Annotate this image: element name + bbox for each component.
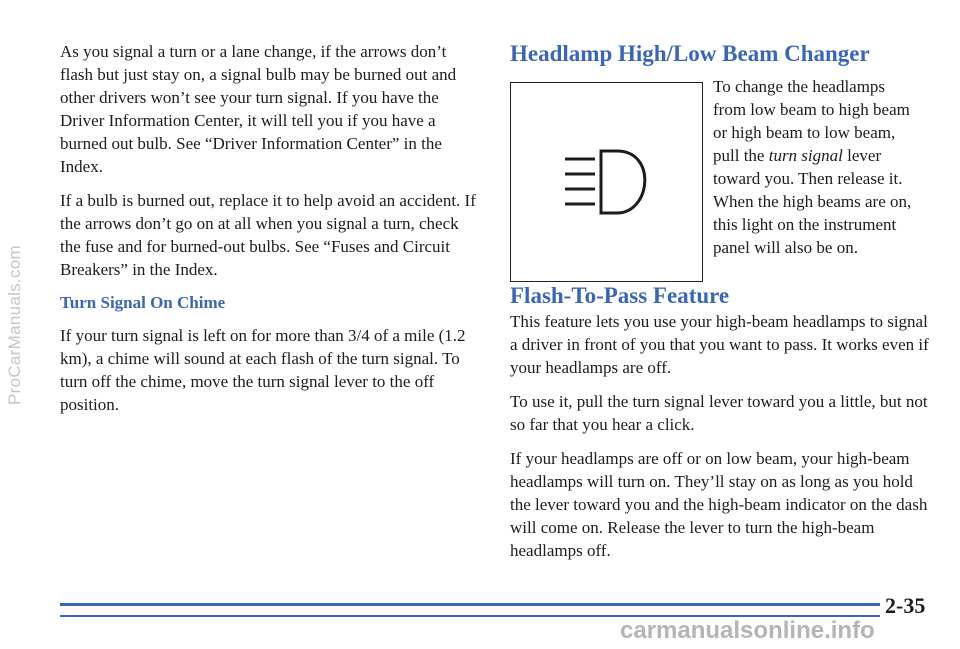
turn-signal-chime-paragraph: If your turn signal is left on for more than 3/4 of a mile (1.2 km), a chime will sound at each flash of the turn signal. To turn off the chime, move the turn signal lever to the off position. xyxy=(60,326,466,414)
headlamp-figure-box xyxy=(510,82,703,282)
high-beam-behavior-paragraph: If your headlamps are off or on low beam, your high-beam headlamps will turn on. They’ll stay on as long as you hold the lever toward you and the high-beam indicator on the dash will come on. Release the lever to turn the high-beam headlamps off. xyxy=(510,449,928,560)
page-number: 2-35 xyxy=(885,593,926,618)
turn-signal-chime-heading: Turn Signal On Chime xyxy=(60,293,226,312)
headlamp-instructions xyxy=(713,75,913,282)
right-column xyxy=(510,40,930,573)
flash-to-pass-heading: Flash-To-Pass Feature xyxy=(510,283,730,308)
headlamp-beam-changer-heading: Headlamp High/Low Beam Changer xyxy=(510,41,870,66)
headlamp-instructions-part2: lever toward you. Then release it. When the high beams are on, this light on the instrument panel will also be on. xyxy=(713,146,912,257)
headlamp-instructions-part1: To change the headlamps from low beam to high beam or high beam to low beam, pull the xyxy=(713,77,910,165)
high-beam-headlamp-icon xyxy=(547,137,667,227)
bottom-watermark: carmanualsonline.info xyxy=(620,617,875,644)
footer-rule-top xyxy=(60,603,880,606)
headlamp-figure-row xyxy=(510,77,930,282)
footer-rule xyxy=(60,603,880,617)
flash-to-pass-paragraph: This feature lets you use your high-beam headlamps to signal a driver in front of you that you want to pass. It works even if your headlamps are off. xyxy=(510,312,929,377)
burned-out-bulb-paragraph: If a bulb is burned out, replace it to help avoid an accident. If the arrows don’t go on at all when you signal a turn, check the fuse and for burned-out bulbs. See “Fuses and Circuit Breakers” in the Index. xyxy=(60,191,476,279)
turn-signal-term: turn signal xyxy=(768,146,843,165)
side-watermark-text: ProCarManuals.com xyxy=(5,244,25,405)
left-column xyxy=(60,40,480,427)
flash-to-pass-usage-paragraph: To use it, pull the turn signal lever toward you a little, but not so far that you hear a click. xyxy=(510,392,928,434)
side-watermark xyxy=(0,0,30,649)
turn-signal-bulb-paragraph: As you signal a turn or a lane change, if the arrows don’t flash but just stay on, a signal bulb may be burned out and other drivers won’t see your turn signal. If you have the Driver Information Center, it will tell you if you have a burned out bulb. See “Driver Information Center” in the Index. xyxy=(60,42,457,176)
